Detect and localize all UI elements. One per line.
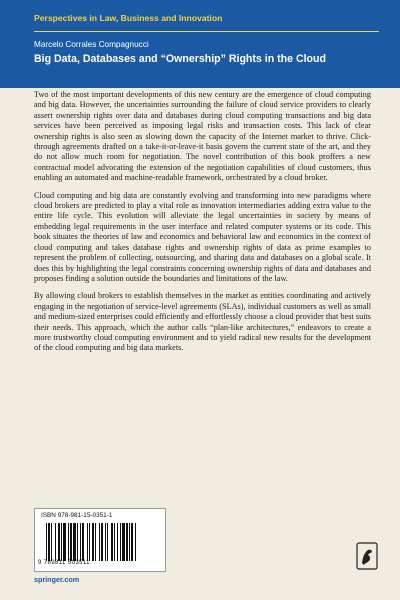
blurb-paragraph: By allowing cloud brokers to establish themselves in the market as entities coordinating and actively engaging in the negotiation of service-level agreements (SLAs), individual customers as well as small and medium-sized enterprises could efficiently and effortlessly choose a cloud provider that best suits their needs. This approach, which the author calls “plan-like architectures,” endeavors to create a more trustworthy cloud computing environment and to yield radical new results for the development of the cloud computing and big data markets.	[34, 291, 371, 353]
barcode-box	[34, 508, 166, 572]
barcode-digits: 9 789811 503511	[38, 560, 90, 566]
blurb-paragraph: Two of the most important developments of this new century are the emergence of cloud computing and big data. However, the uncertainties surrounding the failure of cloud service providers to clearly assert ownership rights over data and databases during cloud computing transactions and big data services have been perceived as imposing legal risks and transaction costs. This lack of clear ownership rights is also seen as slowing down the capacity of the Internet market to thrive. Click-through agreements drafted on a take-it-or-leave-it basis govern the current state of the art, and they do not allow much room for negotiation. The novel contribution of this book proffers a new contractual model advocating the extension of the negotiation capabilities of cloud customers, thus enabling an automated and machine-readable framework, orchestrated by a cloud broker.	[34, 90, 371, 183]
blurb-paragraph: Cloud computing and big data are constantly evolving and transforming into new paradigms where cloud brokers are predicted to play a vital role as innovation intermediaries adding extra value to the entire life cycle. This evolution will alleviate the legal uncertainties in society by means of embedding legal requirements in the user interface and related computer systems or its code. This book situates the theories of law and economics and behavioral law and economics in the context of cloud computing and takes database rights and ownership rights of data as prime examples to represent the problem of collecting, outsourcing, and sharing data and databases on a global scale. It does this by highlighting the legal constraints concerning ownership rights of data and databases and proposes finding a solution outside the boundaries and limitations of the law.	[34, 190, 371, 283]
barcode	[46, 523, 160, 561]
cover-header	[0, 0, 400, 88]
author-name: Marcelo Corrales Compagnucci	[34, 40, 149, 49]
springer-horse-logo	[355, 541, 379, 571]
isbn-label: ISBN 978-981-15-0351-1	[41, 512, 113, 519]
header-rule	[34, 31, 379, 32]
book-title: Big Data, Databases and “Ownership” Rights in the Cloud	[34, 53, 326, 65]
blurb	[34, 90, 371, 361]
publisher-website: springer.com	[34, 575, 80, 584]
series-title: Perspectives in Law, Business and Innovation	[34, 13, 223, 23]
